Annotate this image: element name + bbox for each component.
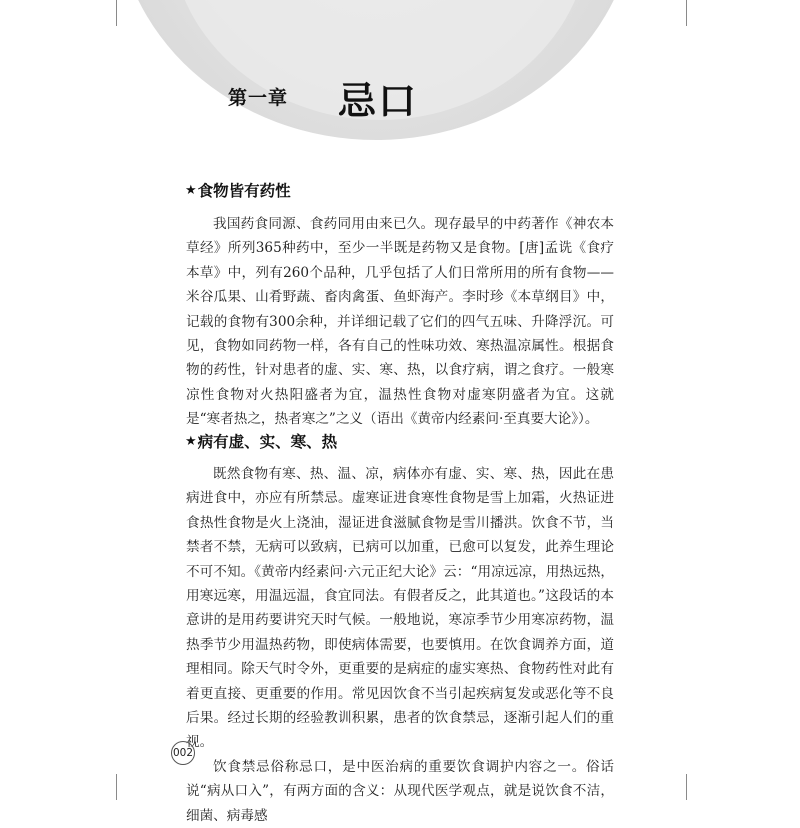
section-body [186, 212, 614, 432]
section-heading-text: 食物皆有药性 [197, 182, 291, 200]
star-icon: ★ [185, 433, 197, 449]
paragraph: 既然食物有寒、热、温、凉，病体亦有虚、实、寒、热，因此在患病进食中，亦应有所禁忌。虚寒证进食寒性食物是雪上加霜，火热证进食热性食物是火上浇油，湿证进食滋腻食物是雪川播洪。饮食不节，当禁者不禁，无病可以致病，已病可以加重，已愈可以复发，此养生理论不可不知。《黄帝内经素问·六元正纪大论》云：“用凉远凉，用热远热，用寒远寒，用温远温，食宜同法。有假者反之，此其道也。”这段话的本意讲的是用药要讲究天时气候。一般地说，寒凉季节少用寒凉药物，温热季节少用温热药物，即使病体需要，也要慎用。在饮食调养方面，道理相同。除天气时令外，更重要的是病症的虚实寒热、食物药性对此有着更直接、更重要的作用。常见因饮食不当引起疾病复发或恶化等不良后果。经过长期的经验教训积累，患者的饮食禁忌，逐渐引起人们的重视。 [186, 466, 614, 751]
chapter-title: 忌口 [338, 79, 419, 123]
section-body [186, 462, 614, 828]
star-icon: ★ [185, 182, 197, 198]
crop-mark-bottom-left [116, 774, 117, 800]
section-heading-text: 病有虚、实、寒、热 [197, 433, 338, 451]
crop-mark-top-left [116, 0, 117, 26]
section-heading [185, 179, 291, 201]
crop-mark-bottom-right [686, 774, 687, 800]
crop-mark-top-right [686, 0, 687, 26]
paragraph: 饮食禁忌俗称忌口，是中医治病的重要饮食调护内容之一。俗话说“病从口入”，有两方面的含义：从现代医学观点，就是说饮食不洁，细菌、病毒感 [186, 758, 614, 824]
page-number: 002 [171, 741, 195, 765]
paragraph: 我国药食同源、食药同用由来已久。现存最早的中药著作《神农本草经》所列365种药中，至少一半既是药物又是食物。[唐]孟诜《食疗本草》中，列有260个品种，几乎包括了人们日常所用的所有食物——米谷瓜果、山肴野蔬、畜肉禽蛋、鱼虾海产。李时珍《本草纲目》中，记载的食物有300余种，并详细记载了它们的四气五味、升降浮沉。可见，食物如同药物一样，各有自己的性味功效、寒热温凉属性。根据食物的药性，针对患者的虚、实、寒、热，以食疗病，谓之食疗。一般寒凉性食物对火热阳盛者为宜，温热性食物对虚寒阴盛者为宜。这就是“寒者热之，热者寒之”之义（语出《黄帝内经素问·至真要大论》）。 [186, 216, 614, 428]
chapter-number: 第一章 [228, 87, 289, 109]
section-heading [185, 430, 337, 452]
